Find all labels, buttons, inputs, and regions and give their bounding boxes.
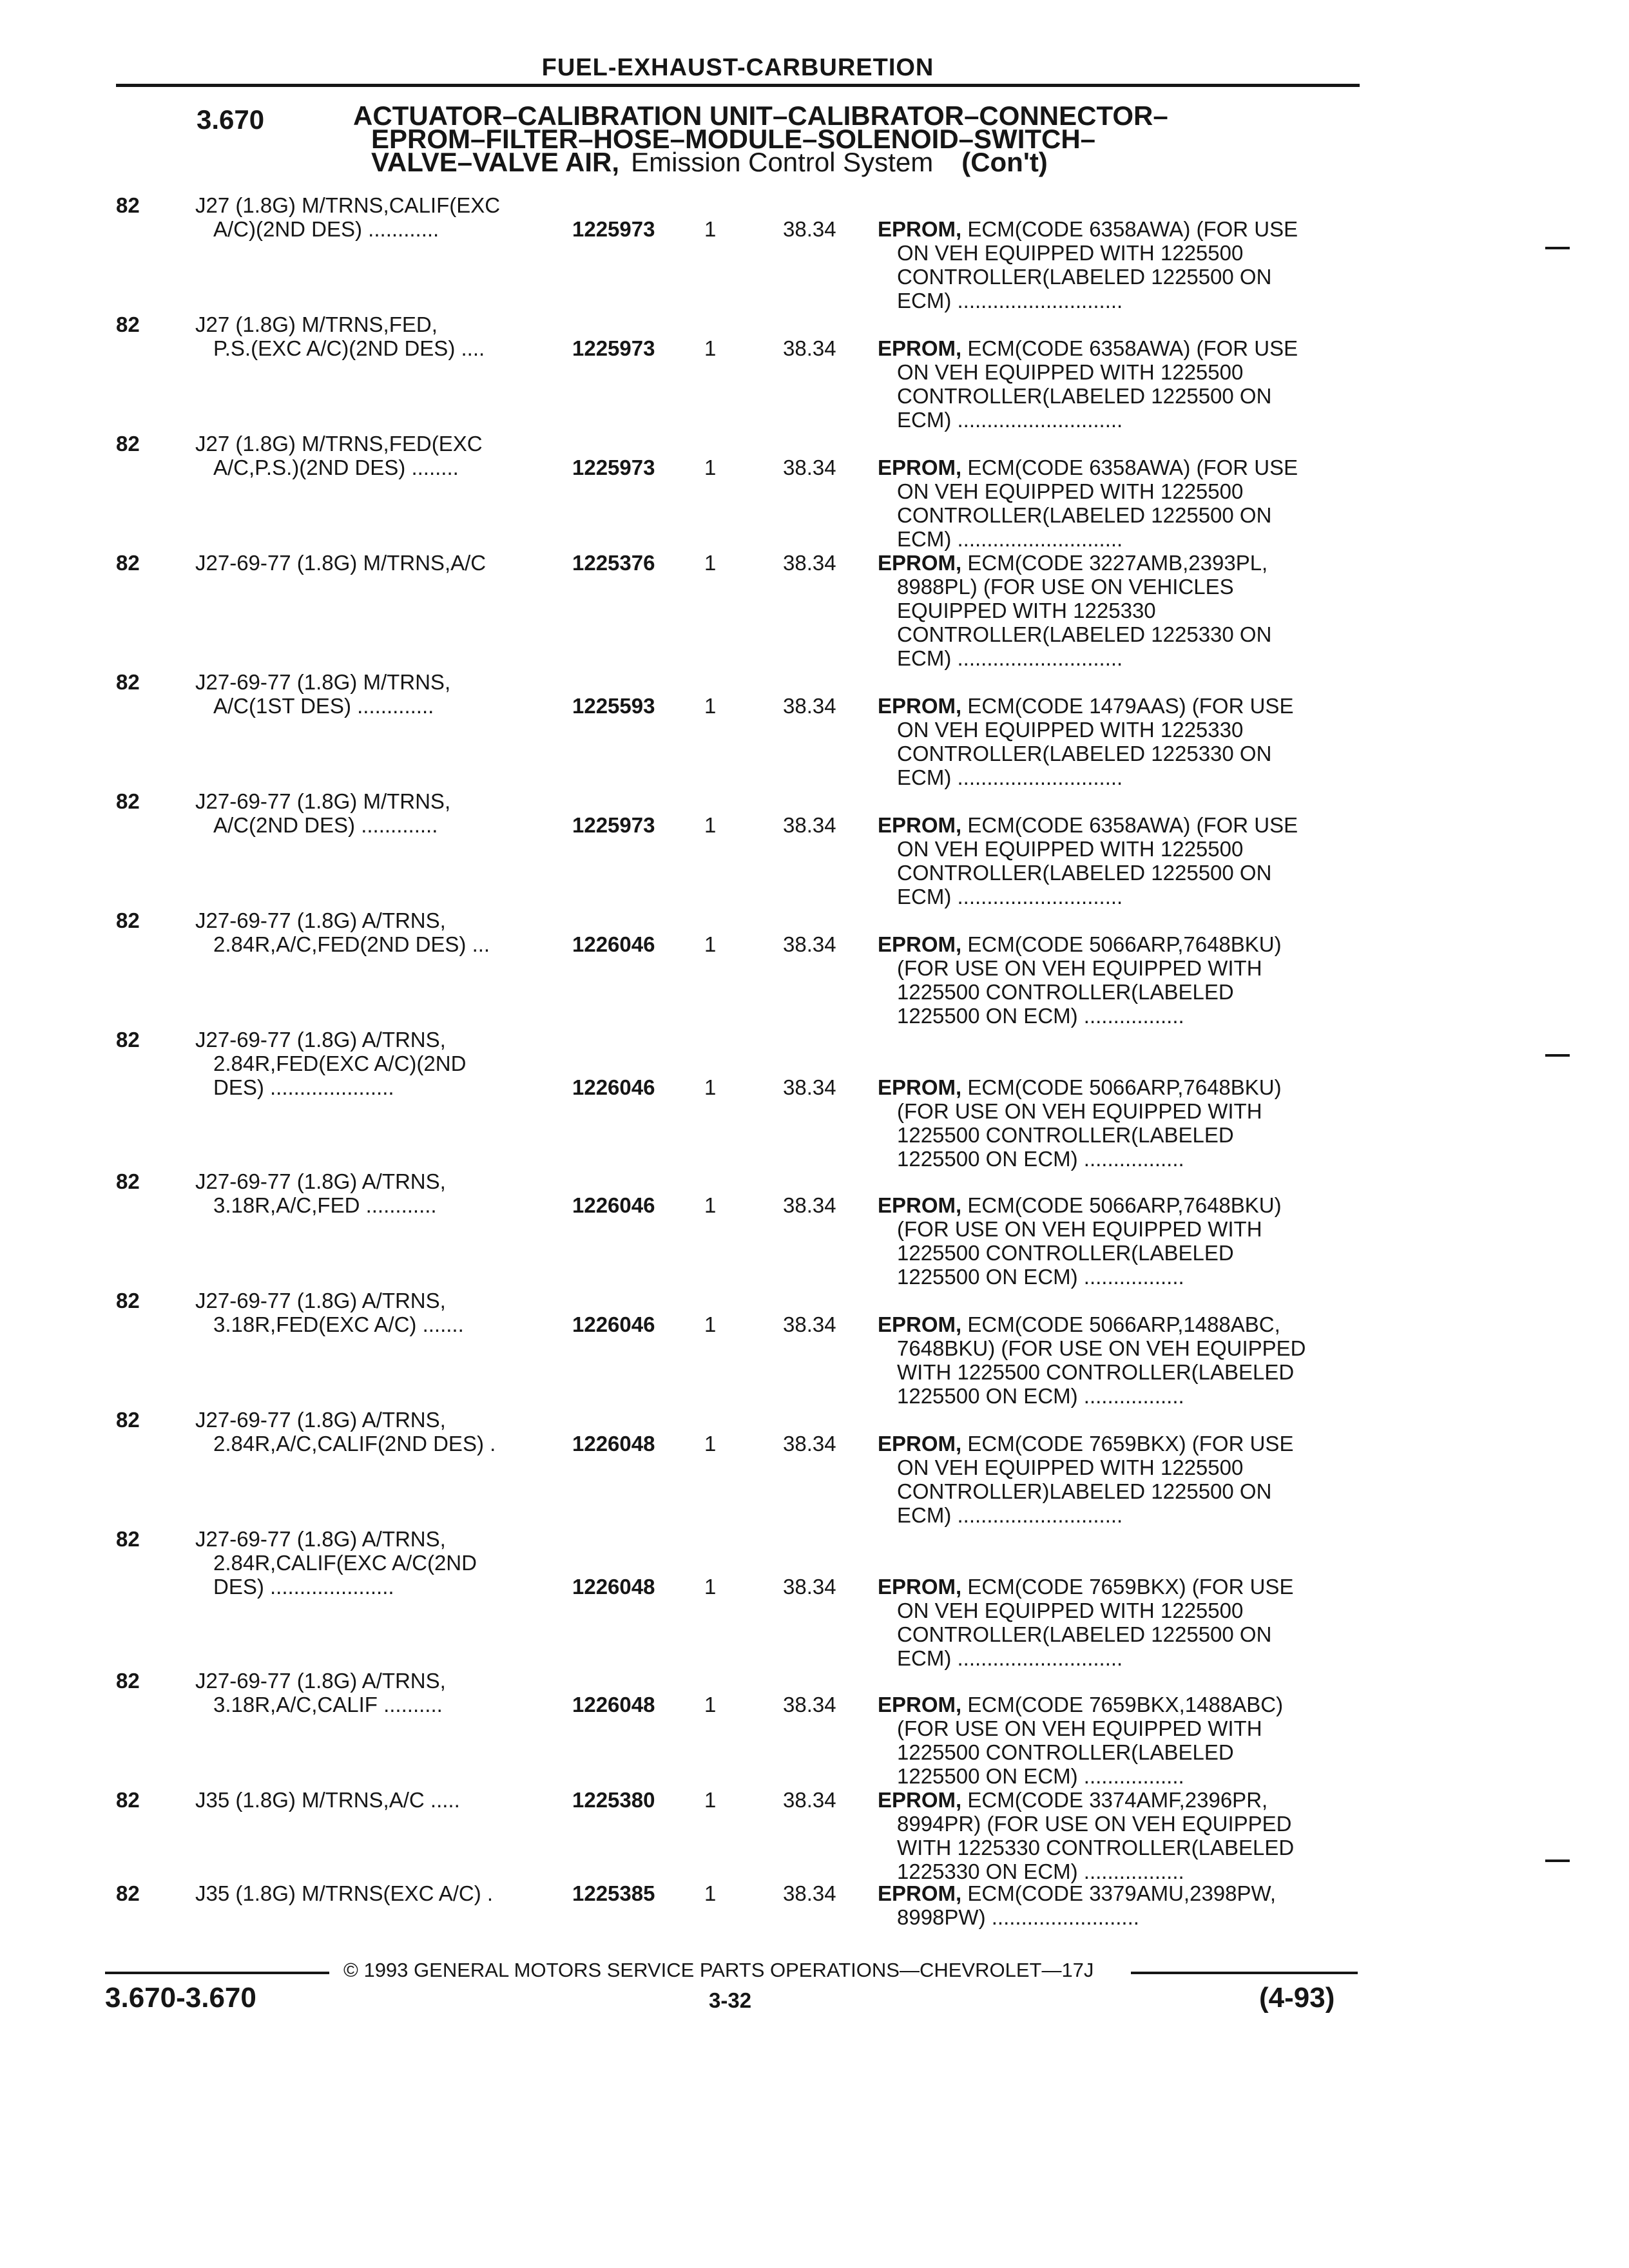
application-line: J27-69-77 (1.8G) M/TRNS, [195,789,451,813]
section-title-line1: ACTUATOR–CALIBRATION UNIT–CALIBRATOR–CONNECTOR– [353,101,1168,131]
description-line: ON VEH EQUIPPED WITH 1225500 [897,479,1244,503]
application-line: J27-69-77 (1.8G) A/TRNS, [195,1527,446,1551]
description-head: EPROM, [878,1881,962,1905]
figure-number: 82 [116,1408,140,1432]
part-number: 1225973 [572,217,655,241]
margin-tick-mark [1545,1860,1570,1862]
figure-number: 82 [116,432,140,456]
description-text [878,336,1348,432]
application-text [195,551,543,575]
application-line: J27-69-77 (1.8G) A/TRNS, [195,1289,446,1312]
price: 38.34 [783,456,836,479]
price: 38.34 [783,1788,836,1812]
description-line: 1225500 ON ECM) ................. [897,1004,1184,1028]
part-number: 1225385 [572,1881,655,1905]
application-line: A/C,P.S.)(2ND DES) ........ [213,456,459,479]
application-text [195,1408,543,1456]
description-line: ON VEH EQUIPPED WITH 1225500 [897,360,1244,384]
section-title-line2: EPROM–FILTER–HOSE–MODULE–SOLENOID–SWITCH– [371,124,1096,154]
application-line: J27-69-77 (1.8G) A/TRNS, [195,1169,446,1193]
description-line: ECM(CODE 3379AMU,2398PW, [961,1881,1277,1905]
price: 38.34 [783,336,836,360]
description-line: (FOR USE ON VEH EQUIPPED WITH [897,1099,1262,1123]
part-number: 1225380 [572,1788,655,1812]
description-line: ECM) ............................ [897,527,1123,551]
description-line: ECM(CODE 7659BKX) (FOR USE [961,1575,1294,1599]
figure-number: 82 [116,1881,140,1905]
application-line: J27-69-77 (1.8G) A/TRNS, [195,1028,446,1052]
description-line: ECM) ............................ [897,765,1123,789]
part-number: 1226048 [572,1693,655,1716]
description-line: CONTROLLER(LABELED 1225330 ON [897,622,1272,646]
description-line: ECM(CODE 6358AWA) (FOR USE [961,336,1298,360]
quantity: 1 [704,336,717,360]
page-header-title: FUEL-EXHAUST-CARBURETION [541,54,934,81]
quantity: 1 [704,456,717,479]
application-line: 2.84R,FED(EXC A/C)(2ND [213,1052,467,1075]
description-text [878,1075,1348,1171]
section-continued: (Con't) [961,147,1048,177]
description-line: ECM(CODE 6358AWA) (FOR USE [961,813,1298,837]
description-line: 1225500 ON ECM) ................. [897,1265,1184,1289]
description-line: EQUIPPED WITH 1225330 [897,599,1156,622]
description-line: ON VEH EQUIPPED WITH 1225500 [897,837,1244,861]
application-line: A/C(2ND DES) ............. [213,813,438,837]
part-number: 1225973 [572,336,655,360]
application-text [195,432,543,479]
description-text [878,1193,1348,1289]
footer-rule-left [105,1972,329,1974]
description-line: ECM) ............................ [897,646,1123,670]
description-line: ECM(CODE 6358AWA) (FOR USE [961,456,1298,479]
description-text [878,813,1348,908]
description-line: ON VEH EQUIPPED WITH 1225500 [897,1599,1244,1622]
price: 38.34 [783,217,836,241]
application-line: J27-69-77 (1.8G) A/TRNS, [195,1408,446,1432]
description-line: 1225500 ON ECM) ................. [897,1764,1184,1788]
price: 38.34 [783,1432,836,1456]
description-text [878,1432,1348,1527]
price: 38.34 [783,932,836,956]
description-line: ECM) ............................ [897,885,1123,908]
application-line: J27-69-77 (1.8G) M/TRNS,A/C [195,551,487,575]
footer-date: (4-93) [1259,1982,1335,2013]
application-text [195,1788,543,1812]
application-text [195,312,543,360]
application-line: 2.84R,A/C,FED(2ND DES) ... [213,932,490,956]
section-subtitle: Emission Control System [631,147,934,177]
description-line: ECM(CODE 6358AWA) (FOR USE [961,217,1298,241]
price: 38.34 [783,1693,836,1716]
figure-number: 82 [116,1169,140,1193]
description-text [878,1788,1348,1883]
description-line: WITH 1225330 CONTROLLER(LABELED [897,1836,1295,1860]
description-text [878,217,1348,312]
part-number: 1225973 [572,813,655,837]
application-text [195,670,543,718]
application-line: J35 (1.8G) M/TRNS,A/C ..... [195,1788,460,1812]
application-text [195,1881,543,1905]
section-title-line3-wrap [353,147,1320,177]
description-line: 1225500 ON ECM) ................. [897,1384,1184,1408]
description-line: 8998PW) ......................... [897,1905,1139,1929]
section-number: 3.670 [197,104,265,135]
description-line: (FOR USE ON VEH EQUIPPED WITH [897,956,1262,980]
footer-section-range: 3.670-3.670 [105,1982,256,2013]
description-head: EPROM, [878,813,962,837]
description-text [878,1693,1348,1788]
description-line: 7648BKU) (FOR USE ON VEH EQUIPPED [897,1336,1306,1360]
description-line: ECM(CODE 3374AMF,2396PR, [961,1788,1268,1812]
description-head: EPROM, [878,1193,962,1217]
description-head: EPROM, [878,551,962,575]
footer-page-number: 3-32 [709,1988,752,2012]
description-line: CONTROLLER(LABELED 1225500 ON [897,384,1272,408]
figure-number: 82 [116,193,140,217]
part-number: 1225593 [572,694,655,718]
description-line: 8994PR) (FOR USE ON VEH EQUIPPED [897,1812,1292,1836]
description-line: ECM(CODE 5066ARP,1488ABC, [961,1312,1280,1336]
footer-copyright: © 1993 GENERAL MOTORS SERVICE PARTS OPERATIONS—CHEVROLET—17J [343,1959,1094,1981]
figure-number: 82 [116,670,140,694]
description-line: ECM) ............................ [897,289,1123,312]
part-number: 1225376 [572,551,655,575]
quantity: 1 [704,1575,717,1599]
description-head: EPROM, [878,932,962,956]
description-head: EPROM, [878,1693,962,1716]
application-line: J27 (1.8G) M/TRNS,CALIF(EXC [195,193,501,217]
footer-rule-right [1131,1972,1358,1974]
description-line: (FOR USE ON VEH EQUIPPED WITH [897,1716,1262,1740]
description-line: CONTROLLER(LABELED 1225500 ON [897,861,1272,885]
description-line: ECM) ............................ [897,408,1123,432]
price: 38.34 [783,1075,836,1099]
description-line: ECM(CODE 3227AMB,2393PL, [961,551,1268,575]
price: 38.34 [783,1575,836,1599]
application-text [195,1527,543,1599]
section-title-line3: VALVE–VALVE AIR, [371,147,620,177]
application-line: J27-69-77 (1.8G) A/TRNS, [195,908,446,932]
application-line: DES) ..................... [213,1075,394,1099]
description-head: EPROM, [878,217,962,241]
quantity: 1 [704,1193,717,1217]
application-line: J27-69-77 (1.8G) A/TRNS, [195,1669,446,1693]
part-number: 1226048 [572,1432,655,1456]
description-line: CONTROLLER(LABELED 1225500 ON [897,503,1272,527]
description-line: 1225500 CONTROLLER(LABELED [897,1123,1234,1147]
application-line: 3.18R,A/C,FED ............ [213,1193,437,1217]
section-title [353,101,1320,177]
description-line: 1225330 ON ECM) ................. [897,1860,1184,1883]
description-text [878,1312,1348,1408]
quantity: 1 [704,1075,717,1099]
application-text [195,789,543,837]
description-line: 1225500 CONTROLLER(LABELED [897,1241,1234,1265]
application-text [195,908,543,956]
description-text [878,694,1348,789]
quantity: 1 [704,1881,717,1905]
quantity: 1 [704,1432,717,1456]
figure-number: 82 [116,789,140,813]
description-line: ECM(CODE 5066ARP,7648BKU) [961,1193,1282,1217]
application-line: 2.84R,A/C,CALIF(2ND DES) . [213,1432,496,1456]
application-text [195,1169,543,1217]
description-text [878,1575,1348,1670]
description-head: EPROM, [878,1312,962,1336]
description-head: EPROM, [878,1788,962,1812]
description-line: ECM(CODE 5066ARP,7648BKU) [961,1075,1282,1099]
description-head: EPROM, [878,694,962,718]
part-number: 1226046 [572,1193,655,1217]
quantity: 1 [704,217,717,241]
description-line: (FOR USE ON VEH EQUIPPED WITH [897,1217,1262,1241]
price: 38.34 [783,813,836,837]
quantity: 1 [704,932,717,956]
description-head: EPROM, [878,1075,962,1099]
description-line: ECM) ............................ [897,1646,1123,1670]
header-rule [116,84,1360,87]
part-number: 1226046 [572,932,655,956]
part-number: 1226046 [572,1075,655,1099]
description-line: ON VEH EQUIPPED WITH 1225500 [897,1456,1244,1479]
description-line: ECM(CODE 7659BKX) (FOR USE [961,1432,1294,1456]
price: 38.34 [783,551,836,575]
description-line: 1225500 CONTROLLER(LABELED [897,980,1234,1004]
figure-number: 82 [116,1289,140,1312]
description-line: CONTROLLER)LABELED 1225500 ON [897,1479,1272,1503]
application-line: J35 (1.8G) M/TRNS(EXC A/C) . [195,1881,494,1905]
figure-number: 82 [116,551,140,575]
description-line: ECM) ............................ [897,1503,1123,1527]
application-line: 3.18R,FED(EXC A/C) ....... [213,1312,464,1336]
price: 38.34 [783,1312,836,1336]
application-line: 3.18R,A/C,CALIF .......... [213,1693,443,1716]
application-line: A/C(1ST DES) ............. [213,694,434,718]
price: 38.34 [783,1881,836,1905]
quantity: 1 [704,1312,717,1336]
application-line: J27 (1.8G) M/TRNS,FED, [195,312,438,336]
quantity: 1 [704,694,717,718]
description-text [878,551,1348,670]
application-line: J27 (1.8G) M/TRNS,FED(EXC [195,432,483,456]
price: 38.34 [783,1193,836,1217]
figure-number: 82 [116,312,140,336]
description-line: WITH 1225500 CONTROLLER(LABELED [897,1360,1295,1384]
description-text [878,456,1348,551]
description-line: ECM(CODE 1479AAS) (FOR USE [961,694,1294,718]
margin-tick-mark [1545,1054,1570,1057]
figure-number: 82 [116,908,140,932]
description-head: EPROM, [878,1432,962,1456]
application-text [195,1028,543,1099]
application-text [195,1669,543,1716]
price: 38.34 [783,694,836,718]
description-head: EPROM, [878,456,962,479]
application-line: A/C)(2ND DES) ............ [213,217,439,241]
description-line: ON VEH EQUIPPED WITH 1225500 [897,241,1244,265]
quantity: 1 [704,1693,717,1716]
quantity: 1 [704,1788,717,1812]
description-text [878,932,1348,1028]
quantity: 1 [704,551,717,575]
description-line: CONTROLLER(LABELED 1225500 ON [897,1622,1272,1646]
figure-number: 82 [116,1527,140,1551]
description-line: ON VEH EQUIPPED WITH 1225330 [897,718,1244,742]
description-line: CONTROLLER(LABELED 1225330 ON [897,742,1272,765]
quantity: 1 [704,813,717,837]
description-text [878,1881,1348,1929]
figure-number: 82 [116,1788,140,1812]
description-line: 1225500 CONTROLLER(LABELED [897,1740,1234,1764]
description-line: 1225500 ON ECM) ................. [897,1147,1184,1171]
application-text [195,1289,543,1336]
description-line: ECM(CODE 7659BKX,1488ABC) [961,1693,1284,1716]
description-line: 8988PL) (FOR USE ON VEHICLES [897,575,1234,599]
description-line: CONTROLLER(LABELED 1225500 ON [897,265,1272,289]
description-head: EPROM, [878,336,962,360]
application-line: 2.84R,CALIF(EXC A/C(2ND [213,1551,477,1575]
application-line: J27-69-77 (1.8G) M/TRNS, [195,670,451,694]
application-line: DES) ..................... [213,1575,394,1599]
figure-number: 82 [116,1028,140,1052]
part-number: 1226046 [572,1312,655,1336]
application-line: P.S.(EXC A/C)(2ND DES) .... [213,336,485,360]
margin-tick-mark [1545,247,1570,249]
description-head: EPROM, [878,1575,962,1599]
application-text [195,193,543,241]
figure-number: 82 [116,1669,140,1693]
description-line: ECM(CODE 5066ARP,7648BKU) [961,932,1282,956]
part-number: 1226048 [572,1575,655,1599]
part-number: 1225973 [572,456,655,479]
